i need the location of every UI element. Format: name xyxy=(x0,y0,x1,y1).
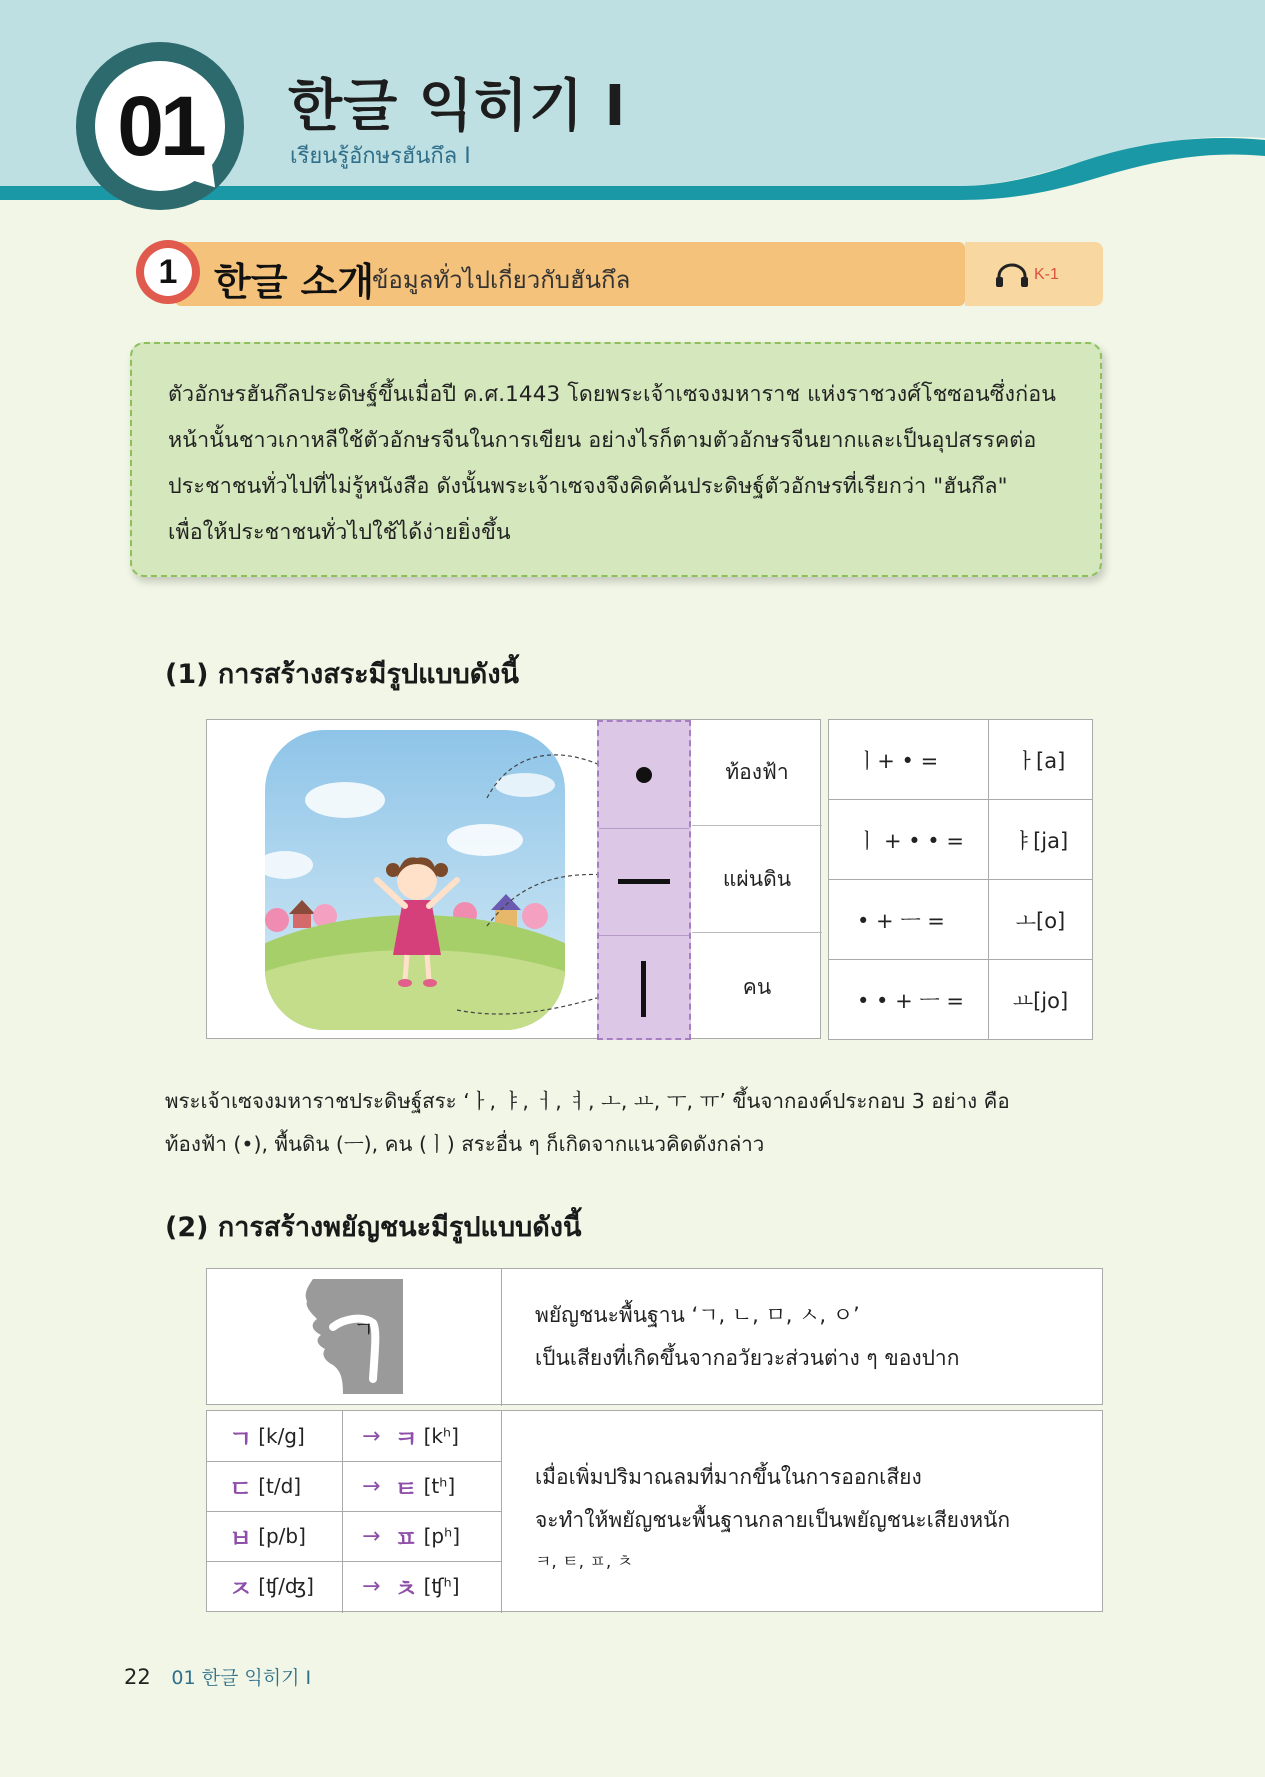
arrow-right-icon: → xyxy=(362,1423,381,1449)
formula-result: ㅏ[a] xyxy=(989,720,1093,800)
formula: ㅣ+ • = xyxy=(829,720,989,800)
vowel-explanation xyxy=(165,1080,1100,1166)
vowel-explanation-line: ท้องฟ้า (•), พื้นดิน (ㅡ), คน (ㅣ) สระอื่น ๆ ก็เกิดจากแนวคิดดังกล่าว xyxy=(165,1132,765,1156)
vowel-formula-table xyxy=(828,719,1093,1040)
section-number: 1 xyxy=(144,248,192,296)
base-sound: [p/b] xyxy=(258,1524,306,1548)
intro-line: หน้านั้นชาวเกาหลีใช้ตัวอักษรจีนในการเขียน อย่างไรก็ตามตัวอักษรจีนยากและเป็นอุปสรรคต่อ xyxy=(168,428,1037,453)
page-footer xyxy=(124,1663,311,1690)
aspirated-consonant-table xyxy=(206,1410,1103,1612)
aspirated-consonant-cell xyxy=(362,1461,455,1511)
basic-consonant-line: พยัญชนะพื้นฐาน ‘ㄱ, ㄴ, ㅁ, ㅅ, ㅇ’ xyxy=(535,1303,860,1327)
basic-consonant-table xyxy=(206,1268,1103,1405)
aspirated-explanation-line: จะทำให้พยัญชนะพื้นฐานกลายเป็นพยัญชนะเสียงหนัก xyxy=(535,1508,1011,1532)
basic-consonant-line: เป็นเสียงที่เกิดขึ้นจากอวัยวะส่วนต่าง ๆ ของปาก xyxy=(535,1346,960,1370)
base-consonant: ㅈ xyxy=(229,1574,253,1603)
aspirated-consonant-cell xyxy=(362,1561,460,1611)
section-title-ko: 한글 소개 xyxy=(214,260,375,304)
lesson-number: 01 xyxy=(95,61,225,191)
aspirated-consonant-cell xyxy=(362,1411,459,1461)
element-meaning: คน xyxy=(742,974,772,999)
base-consonant: ㄷ xyxy=(229,1474,253,1503)
aspirated-sound: [ʧʰ] xyxy=(423,1574,460,1598)
element-person-symbol xyxy=(599,936,689,1042)
element-meaning: ท้องฟ้า xyxy=(692,720,822,826)
base-consonant-cell xyxy=(229,1411,305,1461)
table-divider xyxy=(501,1269,502,1406)
formula-result: ㅑ[ja] xyxy=(989,800,1093,880)
aspirated-sound: [pʰ] xyxy=(423,1524,461,1548)
element-sky-symbol xyxy=(599,722,689,828)
aspirated-sound: [tʰ] xyxy=(423,1474,456,1498)
aspirated-consonant: ㅍ xyxy=(394,1524,418,1553)
aspirated-consonant: ㅊ xyxy=(394,1574,418,1603)
aspirated-consonant: ㅌ xyxy=(394,1474,418,1503)
vowel-elements-table xyxy=(206,719,821,1039)
formula-row xyxy=(829,720,1093,800)
base-sound: [ʧ/ʤ] xyxy=(258,1574,314,1598)
audio-track-tag[interactable] xyxy=(994,262,1059,288)
formula: ㅣ + • • = xyxy=(829,800,989,880)
arrow-right-icon: → xyxy=(362,1573,381,1599)
vertical-bar-icon xyxy=(639,961,649,1017)
aspirated-explanation-line: เมื่อเพิ่มปริมาณลมที่มากขึ้นในการออกเสียง xyxy=(535,1465,922,1489)
dot-icon xyxy=(634,765,654,785)
formula: • • + ㅡ = xyxy=(829,960,989,1040)
lesson-number-badge xyxy=(76,42,244,210)
intro-line: ตัวอักษรฮันกึลประดิษฐ์ขึ้นเมื่อปี ค.ศ.1443 โดยพระเจ้าเซจงมหาราช แห่งราชวงศ์โชซอนซึ่งก่อน xyxy=(168,382,1057,407)
formula-row xyxy=(829,880,1093,960)
base-consonant: ㅂ xyxy=(229,1524,253,1553)
table-divider xyxy=(501,1411,502,1613)
base-sound: [t/d] xyxy=(258,1474,302,1498)
arrow-right-icon: → xyxy=(362,1473,381,1499)
table-divider xyxy=(342,1411,343,1613)
aspirated-consonant-list: ㅋ, ㅌ, ㅍ, ㅊ xyxy=(535,1552,634,1572)
footer-lesson-label: 01 한글 익히기 I xyxy=(171,1667,312,1689)
aspirated-consonant-cell xyxy=(362,1511,460,1561)
base-sound: [k/g] xyxy=(258,1424,305,1448)
elements-column xyxy=(597,720,691,1040)
arrow-right-icon: → xyxy=(362,1523,381,1549)
base-consonant-cell xyxy=(229,1561,314,1611)
formula-row xyxy=(829,960,1093,1040)
lesson-title: 한글 익히기 I xyxy=(288,74,627,139)
lesson-subtitle: เรียนรู้อักษรฮันกึล I xyxy=(290,144,471,169)
formula-result: ㅗ[o] xyxy=(989,880,1093,960)
base-consonant: ㄱ xyxy=(229,1424,253,1453)
consonant-heading: (2) การสร้างพยัญชนะมีรูปแบบดังนี้ xyxy=(165,1212,582,1243)
section-number-badge xyxy=(136,240,200,304)
aspirated-sound: [kʰ] xyxy=(423,1424,459,1448)
intro-line: เพื่อให้ประชาชนทั่วไปใช้ได้ง่ายยิ่งขึ้น xyxy=(168,520,511,545)
headphones-icon xyxy=(994,262,1030,288)
base-consonant-cell xyxy=(229,1461,301,1511)
vowel-heading: (1) การสร้างสระมีรูปแบบดังนี้ xyxy=(165,659,519,690)
audio-track-label: K-1 xyxy=(1034,266,1059,283)
horizontal-bar-icon xyxy=(618,877,670,887)
formula-row xyxy=(829,800,1093,880)
vowel-explanation-line: พระเจ้าเซจงมหาราชประดิษฐ์สระ ‘ㅏ, ㅑ, ㅓ, ㅕ, ㅗ, ㅛ, ㅜ, ㅠ’ ขึ้นจากองค์ประกอบ 3 อย่าง คือ xyxy=(165,1089,1010,1113)
page-number: 22 xyxy=(124,1665,151,1689)
section-title-th: ข้อมูลทั่วไปเกี่ยวกับฮันกึล xyxy=(372,266,631,294)
intro-box xyxy=(130,342,1102,577)
aspirated-consonant: ㅋ xyxy=(394,1424,418,1453)
element-meaning: แผ่นดิน xyxy=(692,827,822,933)
element-earth-symbol xyxy=(599,829,689,935)
formula: • + ㅡ = xyxy=(829,880,989,960)
mouth-consonant-label: ㄱ xyxy=(353,1318,375,1343)
intro-line: ประชาชนทั่วไปที่ไม่รู้หนังสือ ดังนั้นพระเจ้าเซจงจึงคิดค้นประดิษฐ์ตัวอักษรที่เรียกว่า "ฮันกึล" xyxy=(168,474,1008,499)
formula-result: ㅛ[jo] xyxy=(989,960,1093,1040)
mouth-diagram-image xyxy=(303,1279,413,1394)
base-consonant-cell xyxy=(229,1511,306,1561)
